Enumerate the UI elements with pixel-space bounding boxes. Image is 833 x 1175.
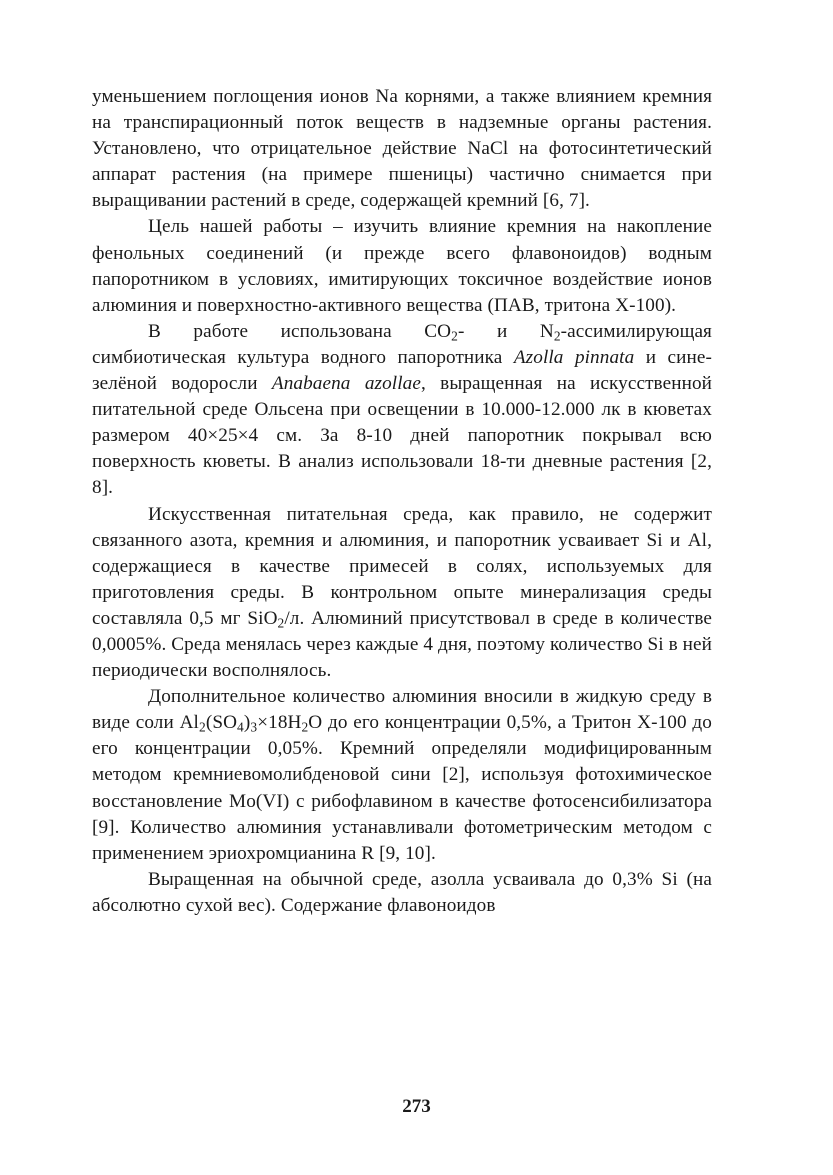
paragraph — [92, 319, 712, 502]
text-run: - и N — [457, 320, 554, 342]
paragraph — [92, 84, 712, 214]
text-run: /л. Алюминий присутствовал в среде в количестве 0,0005%. Среда менялась через каждые 4 дня, поэтому количество Si в ней периодически восполнялось. — [92, 607, 712, 682]
text-run: ×18H — [257, 712, 302, 734]
subscript: 2 — [451, 328, 458, 344]
page-number: 273 — [402, 1096, 431, 1117]
paragraph — [92, 684, 712, 867]
text-run: -ассимилирующая симбиотическая культура водного папоротника — [92, 320, 712, 368]
text-run: O до его концентрации 0,5%, а Тритон Х-100 до его концентрации 0,05%. Кремний определяли модифицированным методом кремниевомолибденовой сини [2], используя фотохимическое восстановление Mo(VI) с рибофлавином в качестве фотосенсибилизатора [9]. Количество алюминия устанавливали фотометрическим методом с применением эриохромцианина R [9, 10]. — [92, 712, 712, 864]
species-name: Azolla pinnata — [513, 346, 635, 368]
subscript: 4 — [237, 719, 244, 735]
text-run: и сине-зелёной водоросли — [92, 346, 712, 395]
text-run: ) — [243, 712, 251, 734]
subscript: 2 — [277, 615, 285, 631]
text-run: (SO — [205, 712, 238, 734]
text-run: Дополнительное количество алюминия вносили в жидкую среду в виде соли Al — [92, 686, 712, 734]
text-run: , выращенная на искусственной питательной среде Ольсена при освещении в 10.000-12.000 лк в кюветах размером 40×25×4 см. За 8-10 дней папоротник покрывал всю поверхность кюветы. В анализ использовали 18-ти дневные растения [2, 8]. — [92, 373, 713, 499]
paragraph — [92, 214, 712, 318]
species-name: Anabaena azollae — [271, 373, 421, 395]
paragraph — [92, 867, 712, 919]
page-body — [92, 84, 712, 919]
text-run: Искусственная питательная среда, как правило, не содержит связанного азота, кремния и алюминия, и папоротник усваивает Si и Al, содержащиеся в качестве примесей в солях, используемых для приготовления среды. В контрольном опыте минерализация среды составляла 0,5 мг SiO — [92, 503, 712, 629]
text-run: Выращенная на обычной среде, азолла усваивала до 0,3% Si (на абсолютно сухой вес). Содержание флавоноидов — [92, 868, 712, 916]
paragraph — [92, 502, 712, 685]
subscript: 2 — [553, 328, 561, 344]
text-run: В работе использована СО — [148, 320, 452, 342]
subscript: 2 — [301, 719, 309, 735]
text-run: Цель нашей работы – изучить влияние кремния на накопление фенольных соединений (и прежде всего флавоноидов) водным папоротником в условиях, имитирующих токсичное воздействие ионов алюминия и поверхностно-активного вещества (ПАВ, тритона Х-100). — [92, 216, 712, 316]
subscript: 3 — [250, 719, 258, 735]
text-run: уменьшением поглощения ионов Na корнями, а также влиянием кремния на транспирационный поток веществ в надземные органы растения. Установлено, что отрицательное действие NaCl на фотосинтетический аппарат растения (на примере пшеницы) частично снимается при выращивании растений в среде, содержащей кремний [6, 7]. — [92, 86, 712, 212]
subscript: 2 — [199, 719, 206, 735]
